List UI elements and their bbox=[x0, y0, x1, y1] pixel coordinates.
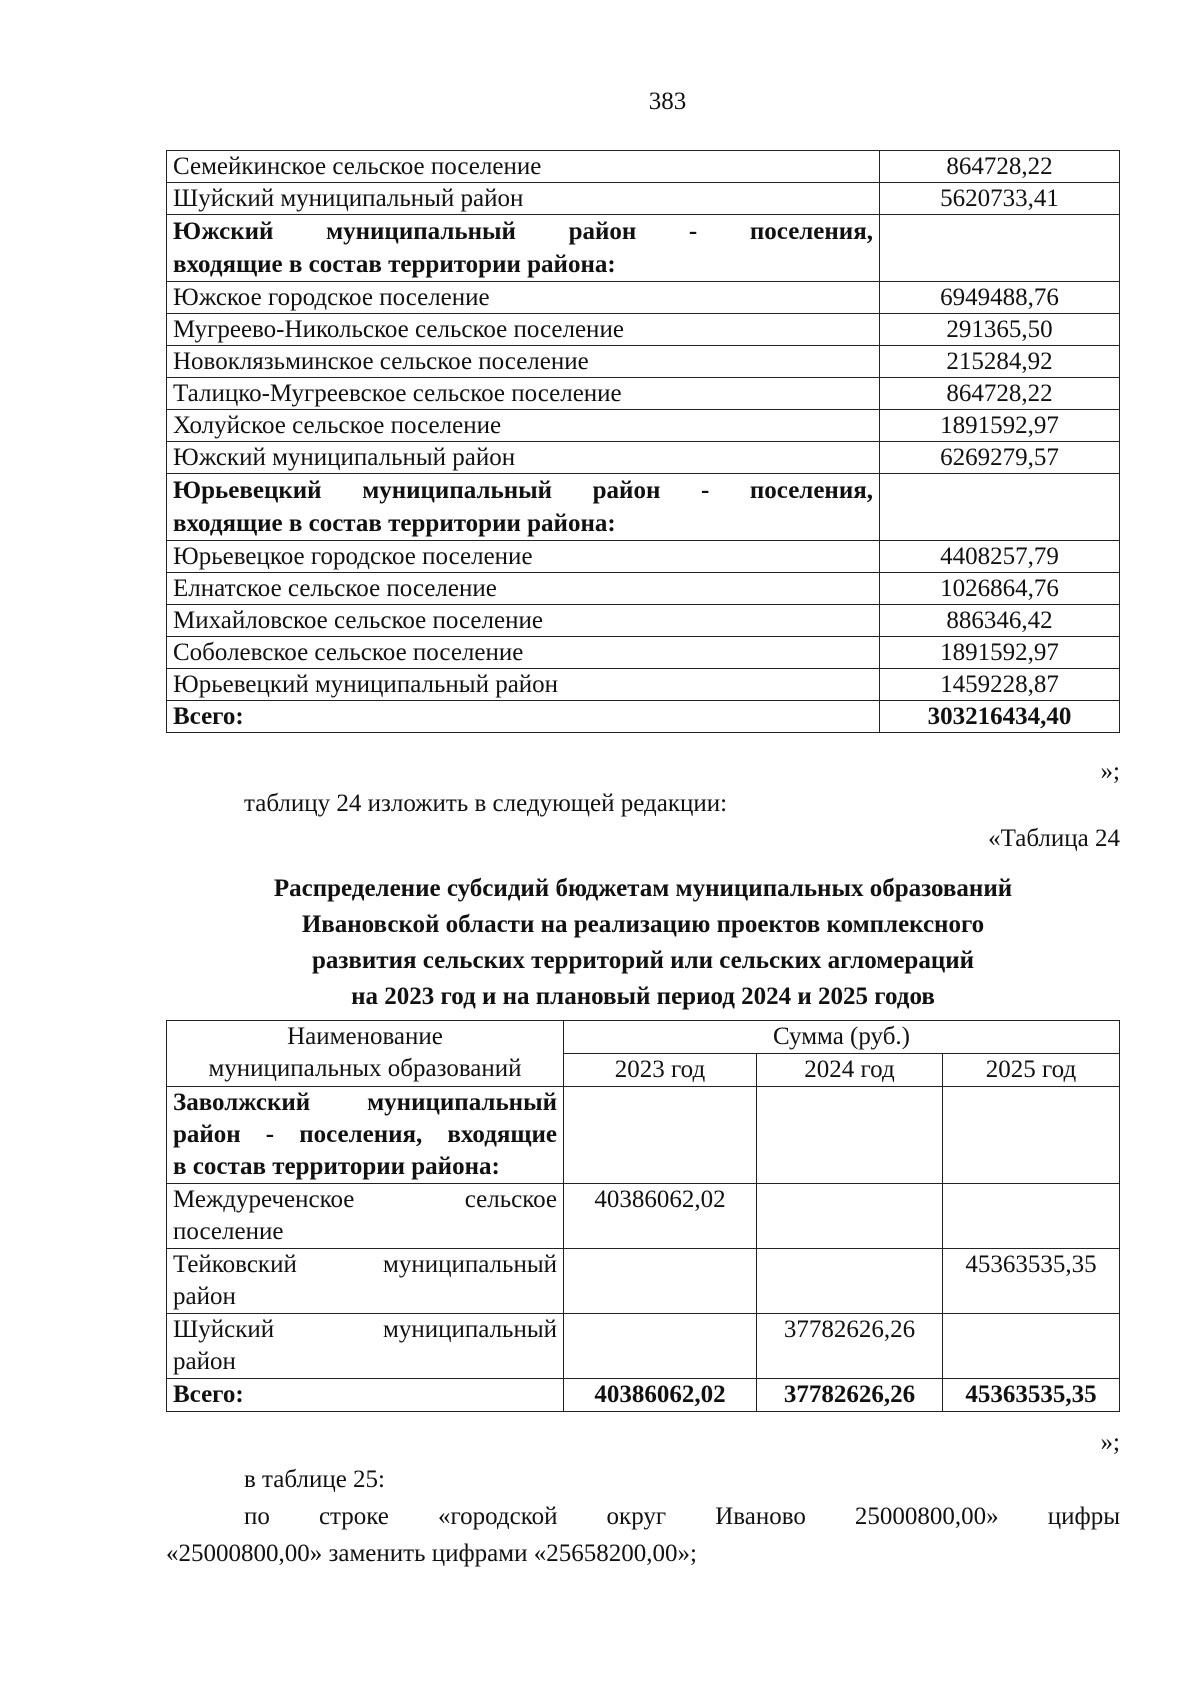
row-name-line: район bbox=[173, 1283, 236, 1310]
row-value-cell: 291365,50 bbox=[880, 314, 1120, 346]
row-name-cell: Семейкинское сельское поселение bbox=[167, 151, 880, 183]
table-row bbox=[167, 1184, 1120, 1249]
section-row bbox=[167, 1087, 1120, 1184]
row-value-cell: 215284,92 bbox=[880, 346, 1120, 378]
row-value-cell: 4408257,79 bbox=[880, 541, 1120, 573]
total-label-cell: Всего: bbox=[167, 1379, 564, 1412]
row-value-cell bbox=[880, 215, 1120, 282]
header-name-cell bbox=[167, 1021, 564, 1087]
value-2023-cell bbox=[564, 1314, 757, 1379]
section-name-cell bbox=[167, 215, 880, 282]
total-2025-cell: 45363535,35 bbox=[943, 1379, 1120, 1412]
paragraph-replacement: «25000800,00» заменить цифрами «25658200,00»; bbox=[166, 1540, 697, 1567]
row-value-cell: 886346,42 bbox=[880, 605, 1120, 637]
table-title-line: Ивановской области на реализацию проектов комплексного bbox=[301, 911, 985, 938]
row-name-cell: Новоклязьминское сельское поселение bbox=[167, 346, 880, 378]
value-2025-cell: 45363535,35 bbox=[943, 1249, 1120, 1314]
row-name-line: поселение bbox=[173, 1218, 284, 1245]
intro-paragraph: таблицу 24 изложить в следующей редакции: bbox=[244, 790, 728, 817]
row-name-cell: Михайловское сельское поселение bbox=[167, 605, 880, 637]
subsidy-table bbox=[166, 1020, 1120, 1412]
table-row bbox=[167, 442, 1120, 474]
header-year-2025: 2025 год bbox=[943, 1054, 1120, 1087]
table-row bbox=[167, 1314, 1120, 1379]
row-name-cell: Мугреево-Никольское сельское поселение bbox=[167, 314, 880, 346]
value-2025-cell bbox=[943, 1184, 1120, 1249]
table-row bbox=[167, 151, 1120, 183]
section-line: Южский муниципальный район - поселения, bbox=[173, 218, 873, 245]
closing-quote-2: »; bbox=[1100, 1429, 1120, 1456]
table-reference: «Таблица 24 bbox=[988, 825, 1120, 852]
section-row bbox=[167, 215, 1120, 282]
section-name-cell bbox=[167, 1087, 564, 1184]
value-2025-cell bbox=[943, 1314, 1120, 1379]
section-name-cell bbox=[167, 474, 880, 541]
table-row bbox=[167, 605, 1120, 637]
section-line: район - поселения, входящие bbox=[173, 1121, 557, 1148]
row-name-line: Тейковский муниципальный bbox=[173, 1251, 557, 1278]
row-name-line: Шуйский муниципальный bbox=[173, 1316, 557, 1343]
table-row bbox=[167, 183, 1120, 215]
table-row bbox=[167, 314, 1120, 346]
row-name-cell bbox=[167, 1314, 564, 1379]
section-row bbox=[167, 474, 1120, 541]
row-name-cell: Холуйское сельское поселение bbox=[167, 410, 880, 442]
row-name-line: район bbox=[173, 1348, 236, 1375]
value-2024-cell bbox=[757, 1249, 943, 1314]
header-row bbox=[167, 1021, 1120, 1054]
value-2023-cell: 40386062,02 bbox=[564, 1184, 757, 1249]
total-row bbox=[167, 701, 1120, 733]
row-value-cell: 1459228,87 bbox=[880, 669, 1120, 701]
row-name-cell: Елнатское сельское поселение bbox=[167, 573, 880, 605]
empty-cell bbox=[564, 1087, 757, 1184]
row-name-cell: Южский муниципальный район bbox=[167, 442, 880, 474]
table-row bbox=[167, 669, 1120, 701]
row-name-cell: Южское городское поселение bbox=[167, 282, 880, 314]
table-title bbox=[166, 871, 1120, 1015]
value-2023-cell bbox=[564, 1249, 757, 1314]
section-line: в состав территории района: bbox=[173, 1153, 500, 1180]
row-value-cell: 864728,22 bbox=[880, 378, 1120, 410]
row-name-cell: Соболевское сельское поселение bbox=[167, 637, 880, 669]
table-row bbox=[167, 541, 1120, 573]
row-value-cell: 1026864,76 bbox=[880, 573, 1120, 605]
row-name-cell bbox=[167, 1184, 564, 1249]
total-label-cell: Всего: bbox=[167, 701, 880, 733]
header-year-2024: 2024 год bbox=[757, 1054, 943, 1087]
table-row bbox=[167, 378, 1120, 410]
row-value-cell: 5620733,41 bbox=[880, 183, 1120, 215]
row-name-cell bbox=[167, 1249, 564, 1314]
row-value-cell: 864728,22 bbox=[880, 151, 1120, 183]
row-value-cell: 1891592,97 bbox=[880, 637, 1120, 669]
section-line: входящие в состав территории района: bbox=[173, 510, 616, 537]
row-value-cell bbox=[880, 474, 1120, 541]
total-2024-cell: 37782626,26 bbox=[757, 1379, 943, 1412]
header-name-line: Наименование bbox=[287, 1023, 443, 1050]
table-title-line: развития сельских территорий или сельских агломераций bbox=[311, 947, 975, 974]
table-row bbox=[167, 637, 1120, 669]
table-row bbox=[167, 573, 1120, 605]
table-row bbox=[167, 346, 1120, 378]
table-row bbox=[167, 1249, 1120, 1314]
row-name-cell: Талицко-Мугреевское сельское поселение bbox=[167, 378, 880, 410]
closing-quote-1: »; bbox=[1100, 758, 1120, 785]
section-line: Заволжский муниципальный bbox=[173, 1089, 557, 1116]
header-name-line: муниципальных образований bbox=[208, 1055, 522, 1082]
row-name-cell: Юрьевецкий муниципальный район bbox=[167, 669, 880, 701]
total-2023-cell: 40386062,02 bbox=[564, 1379, 757, 1412]
row-name-line: Междуреченское сельское bbox=[173, 1186, 557, 1213]
total-value-cell: 303216434,40 bbox=[880, 701, 1120, 733]
empty-cell bbox=[943, 1087, 1120, 1184]
empty-cell bbox=[757, 1087, 943, 1184]
table-row bbox=[167, 410, 1120, 442]
section-line: Юрьевецкий муниципальный район - поселения, bbox=[173, 477, 873, 504]
paragraph-table25: в таблице 25: bbox=[244, 1466, 386, 1493]
row-name-cell: Шуйский муниципальный район bbox=[167, 183, 880, 215]
row-value-cell: 6949488,76 bbox=[880, 282, 1120, 314]
header-sum-cell: Сумма (руб.) bbox=[564, 1021, 1120, 1054]
total-row bbox=[167, 1379, 1120, 1412]
value-2024-cell bbox=[757, 1184, 943, 1249]
value-2024-cell: 37782626,26 bbox=[757, 1314, 943, 1379]
table-title-line: Распределение субсидий бюджетам муниципальных образований bbox=[273, 875, 1013, 902]
table-row bbox=[167, 282, 1120, 314]
row-name-cell: Юрьевецкое городское поселение bbox=[167, 541, 880, 573]
distribution-table-continued bbox=[166, 150, 1120, 733]
row-value-cell: 1891592,97 bbox=[880, 410, 1120, 442]
page-number: 383 bbox=[648, 88, 687, 115]
table-title-line: на 2023 год и на плановый период 2024 и 2025 годов bbox=[351, 983, 935, 1010]
section-line: входящие в состав территории района: bbox=[173, 251, 616, 278]
row-value-cell: 6269279,57 bbox=[880, 442, 1120, 474]
paragraph-row-change: по строке «городской округ Иваново 25000800,00» цифры bbox=[244, 1503, 1120, 1530]
header-year-2023: 2023 год bbox=[564, 1054, 757, 1087]
